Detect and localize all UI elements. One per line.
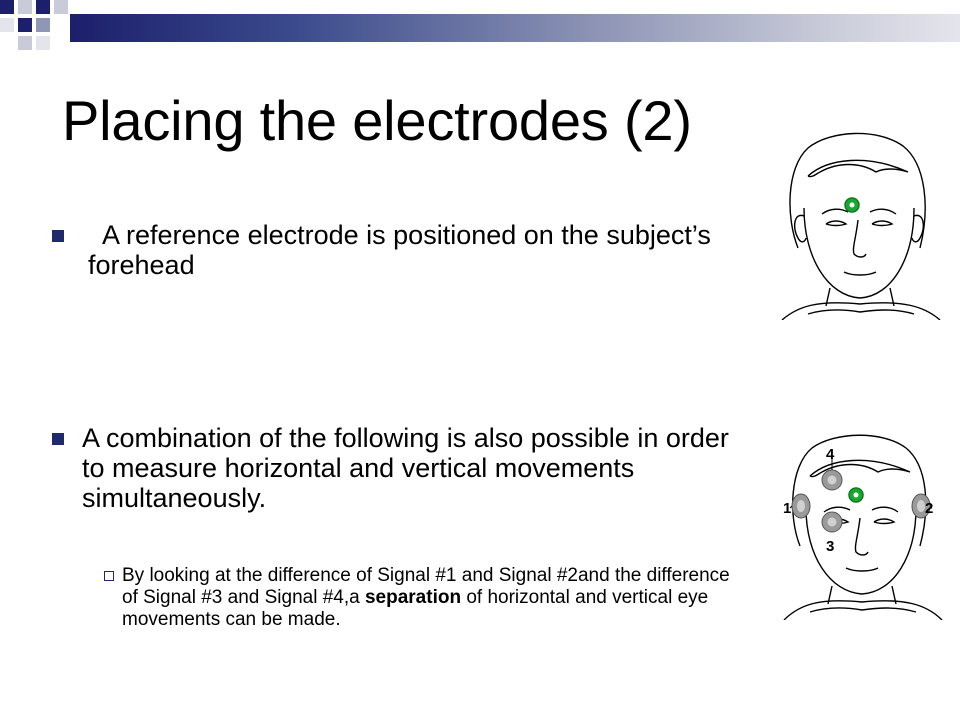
- slide-title: Placing the electrodes (2): [62, 89, 692, 152]
- bullet-square-icon: [52, 433, 64, 445]
- sub-bullet-text-part2: of horizontal and vertical eye movements can be made.: [122, 587, 709, 630]
- sub-bullet-text-part1: By looking at the difference of Signal #1 and Signal #2and the difference of Signal #3 and Signal #4,a: [122, 565, 730, 608]
- sub-bullet-separation: [122, 565, 750, 631]
- head-reference-electrode-figure: [768, 128, 952, 320]
- head-four-electrodes-figure: [770, 428, 954, 620]
- bullet-square-icon: [52, 230, 64, 242]
- bullet-reference-electrode: A reference electrode is positioned on the subject’s forehead: [88, 220, 711, 280]
- sub-bullet-text-bold: separation: [364, 587, 462, 608]
- bullet-combination: A combination of the following is also possible in order to measure horizontal and vertical movements simultaneously.: [82, 423, 729, 513]
- corner-decoration: [0, 0, 80, 60]
- electrode-label-4: 4: [826, 446, 835, 463]
- electrode-label-1: 1: [783, 500, 792, 517]
- electrode-label-3: 3: [826, 538, 835, 555]
- sub-bullet-square-icon: [104, 571, 114, 581]
- title-bar-gradient: [70, 14, 960, 42]
- electrode-label-2: 2: [925, 500, 934, 517]
